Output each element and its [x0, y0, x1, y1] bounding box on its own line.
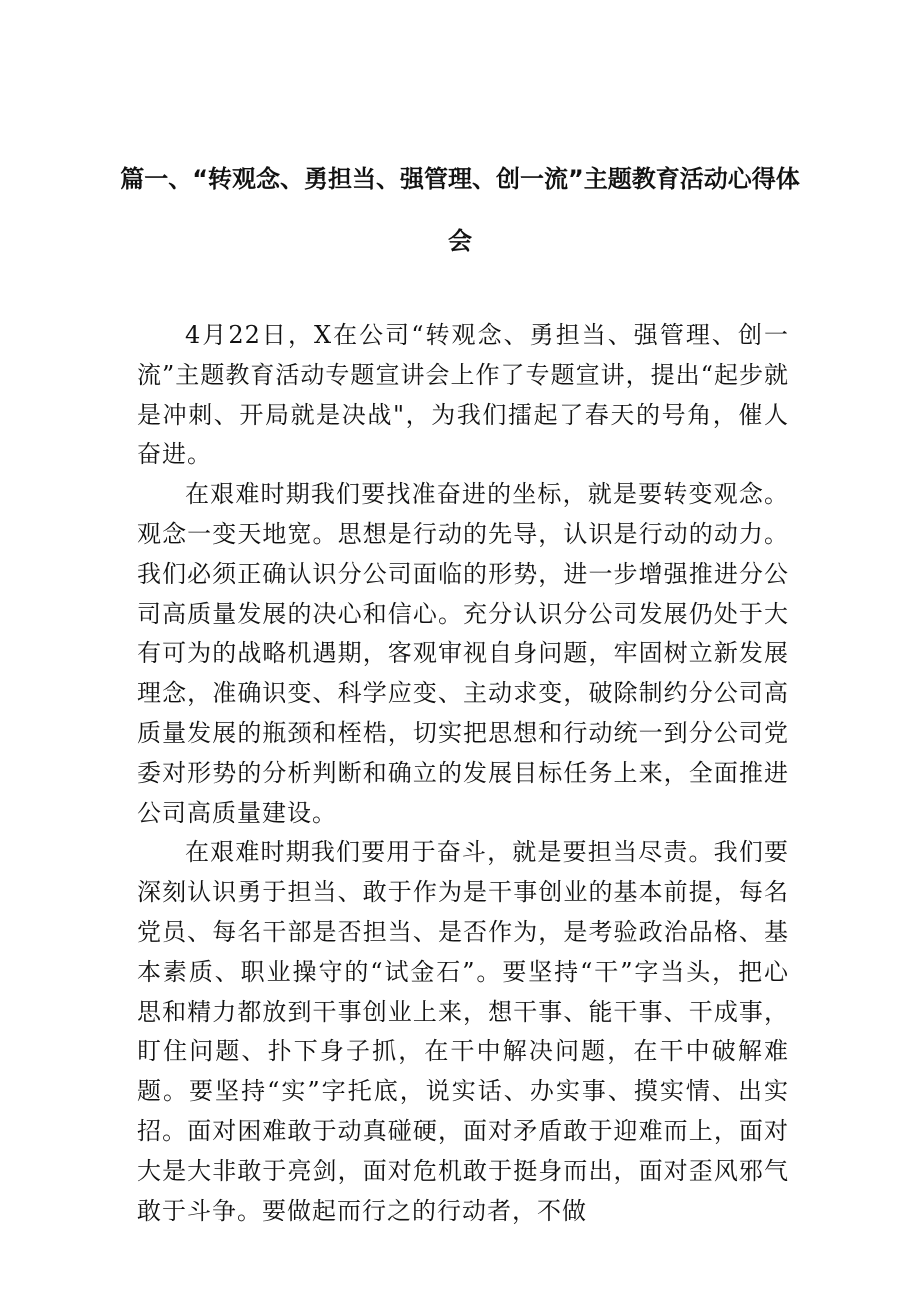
paragraph: 4月22日，X在公司“转观念、勇担当、强管理、创一流”主题教育活动专题宣讲会上作了专题宣讲，提出“起步就是冲刺、开局就是决战"，为我们擂起了春天的号角，催人奋进。: [137, 321, 789, 469]
paragraph: 在艰难时期我们要用于奋斗，就是要担当尽责。我们要深刻认识勇于担当、敢于作为是干事创业的基本前提，每名党员、每名干部是否担当、是否作为，是考验政治品格、基本素质、职业操守的“试金石”。要坚持“干”字当头，把心思和精力都放到干事创业上来，想干事、能干事、干成事，盯住问题、扑下身子抓，在干中解决问题，在干中破解难题。要坚持“实”字托底，说实话、办实事、摸实情、出实招。面对困难敢于动真碰硬，面对矛盾敢于迎难而上，面对大是大非敢于亮剑，面对危机敢于挺身而出，面对歪风邪气敢于斗争。要做起而行之的行动者，不做: [137, 838, 789, 1225]
paragraph: 在艰难时期我们要找准奋进的坐标，就是要转变观念。观念一变天地宽。思想是行动的先导，认识是行动的动力。我们必须正确认识分公司面临的形势，进一步增强推进分公司高质量发展的决心和信心。充分认识分公司发展仍处于大有可为的战略机遇期，客观审视自身问题，牢固树立新发展理念，准确识变、科学应变、主动求变，破除制约分公司高质量发展的瓶颈和桎梏，切实把思想和行动统一到分公司党委对形势的分析判断和确立的发展目标任务上来，全面推进公司高质量建设。: [137, 480, 789, 827]
document-title: 篇一、“转观念、勇担当、强管理、创一流”主题教育活动心得体会: [120, 165, 800, 255]
document-body: [137, 316, 789, 1231]
